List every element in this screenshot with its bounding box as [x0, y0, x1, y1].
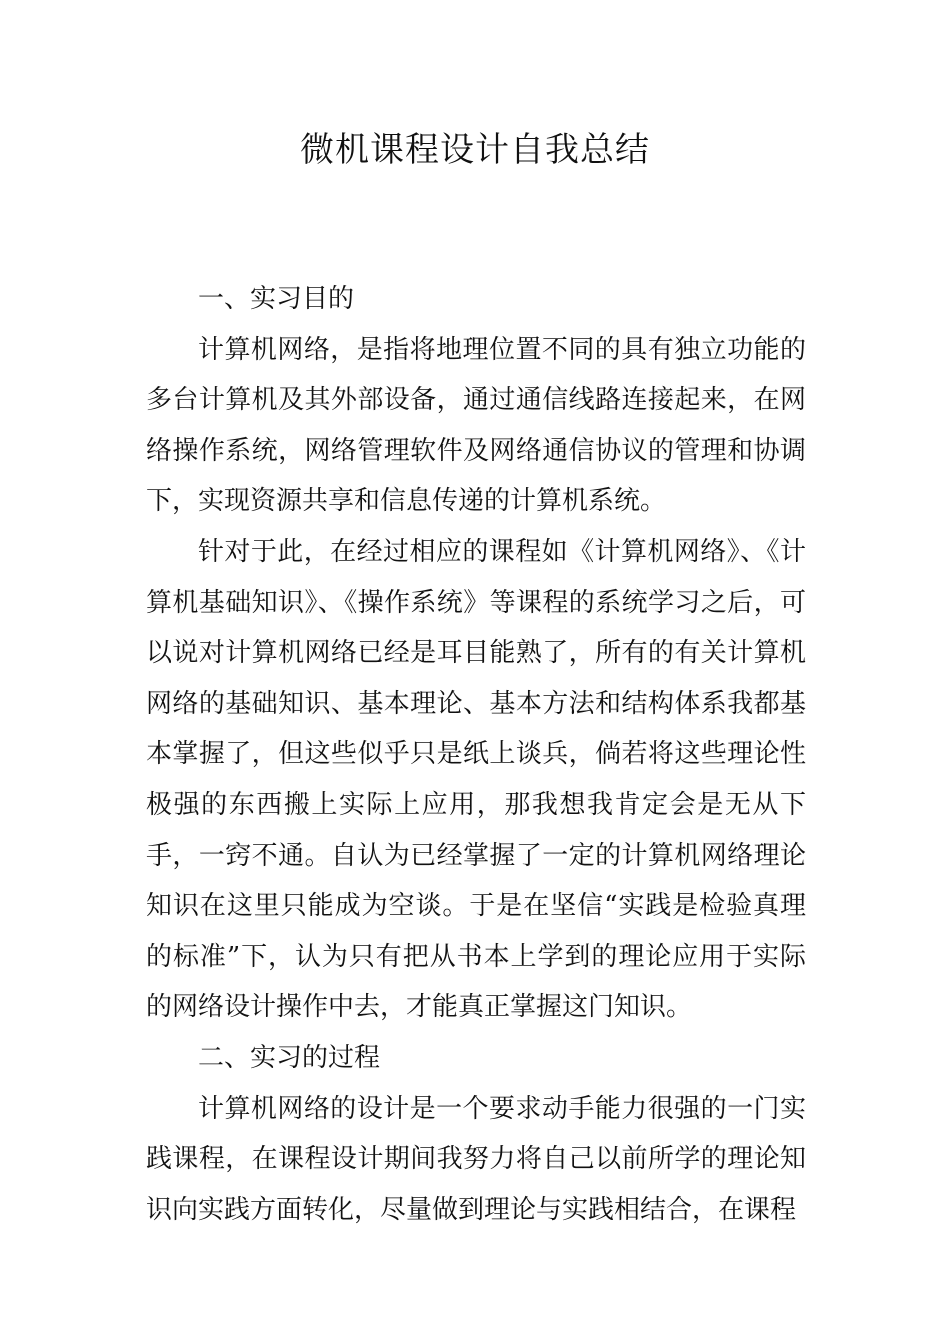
section-heading-purpose: 一、实习目的 — [198, 284, 355, 314]
paragraph-motivation: 针对于此，在经过相应的课程如《计算机网络》、《计算机基础知识》、《操作系统》等课程的系统学习之后，可以说对计算机网络已经是耳目能熟了，所有的有关计算机网络的基础知识、基本理论、基本方法和结构体系我都基本掌握了，但这些似乎只是纸上谈兵，倘若将这些理论性极强的东西搬上实际上应用，那我想我肯定会是无从下手，一窍不通。自认为已经掌握了一定的计算机网络理论知识在这里只能成为空谈。于是在坚信“实践是检验真理的标准”下，认为只有把从书本上学到的理论应用于实际的网络设计操作中去，才能真正掌握这门知识。 — [146, 536, 806, 1023]
paragraph-network-definition: 计算机网络，是指将地理位置不同的具有独立功能的多台计算机及其外部设备，通过通信线路连接起来，在网络操作系统，网络管理软件及网络通信协议的管理和协调下，实现资源共享和信息传递的计算机系统。 — [146, 334, 806, 517]
section-heading-process: 二、实习的过程 — [198, 1042, 381, 1073]
paragraph-process: 计算机网络的设计是一个要求动手能力很强的一门实践课程，在课程设计期间我努力将自己以前所学的理论知识向实践方面转化，尽量做到理论与实践相结合，在课程 — [146, 1093, 806, 1225]
document-title: 微机课程设计自我总结 — [300, 130, 650, 170]
document-body — [146, 274, 806, 1235]
